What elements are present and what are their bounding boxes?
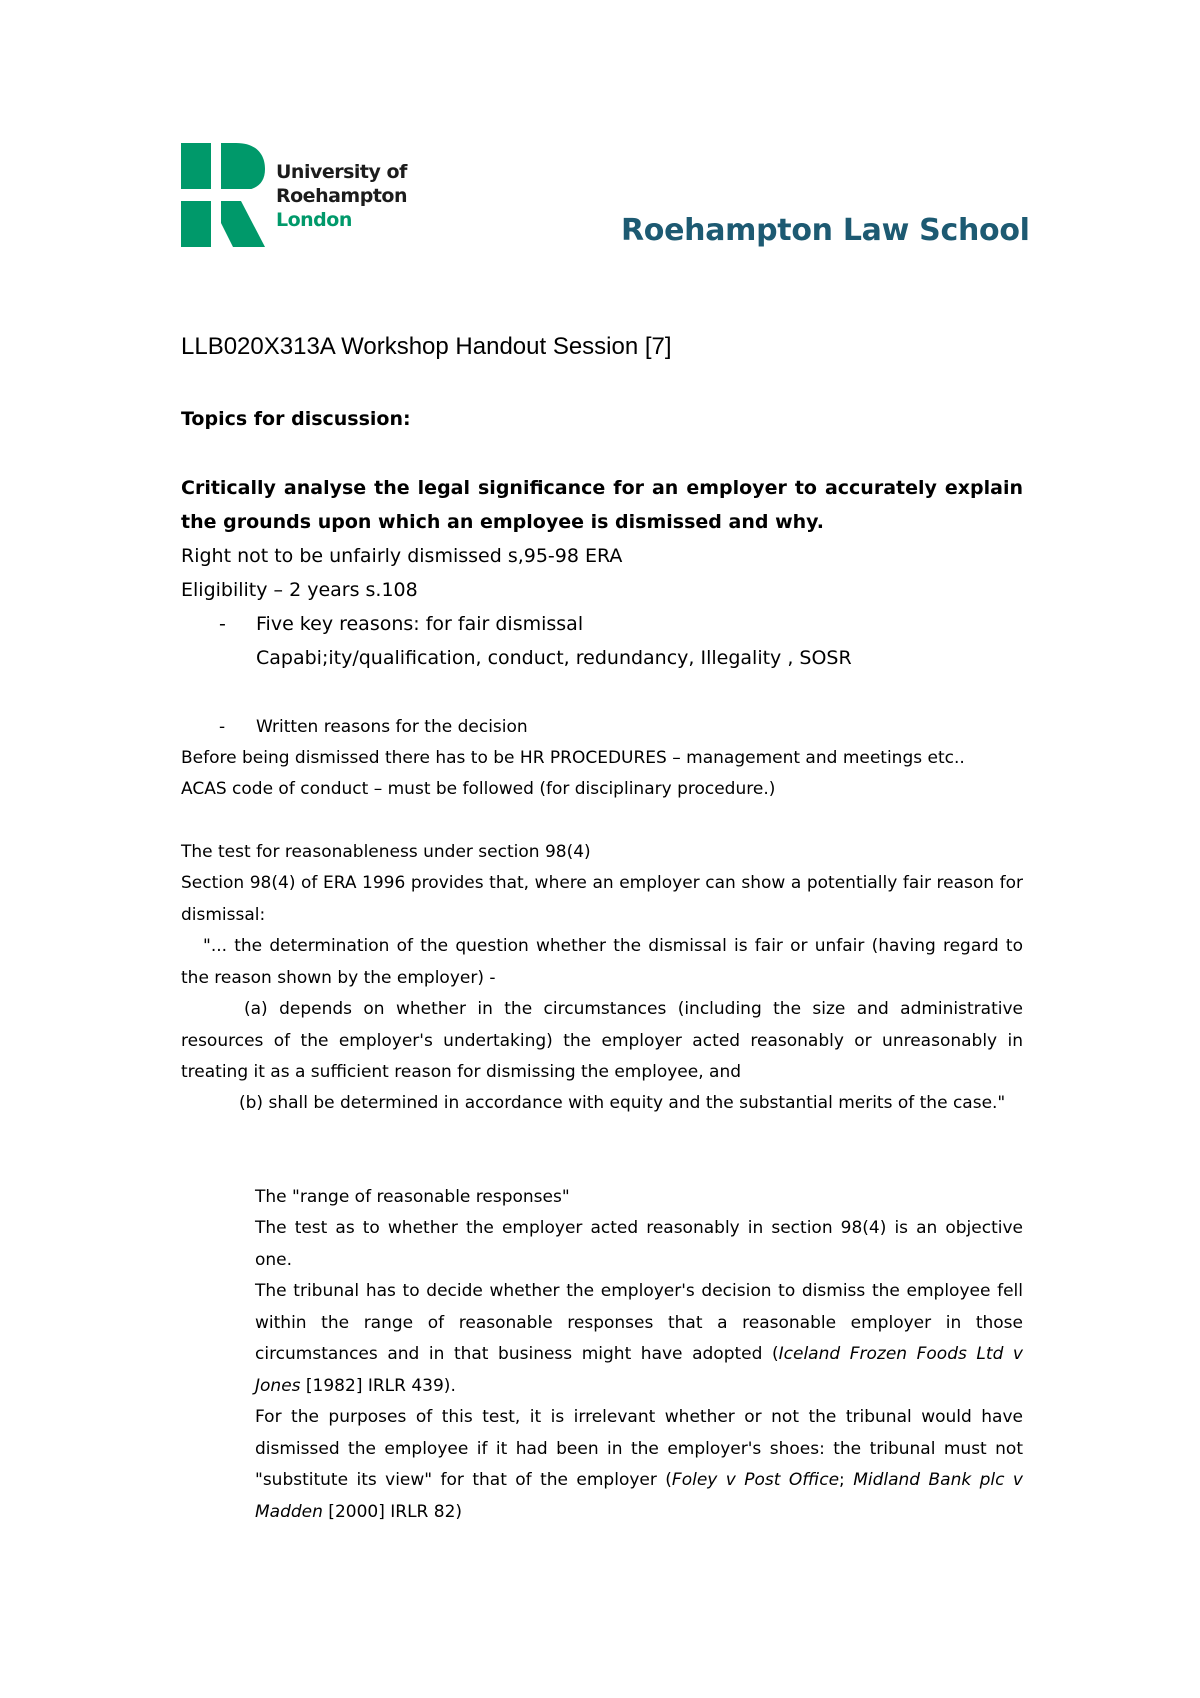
discussion-question: Critically analyse the legal significance for an employer to accurately explain the grounds upon which an employee is dismissed and why. (181, 477, 1023, 533)
range-p3-text: For the purposes of this test, it is irrelevant whether or not the tribunal would have dismissed the employee if it had been in the employer's shoes: the tribunal must not "substitute its view" for that of the employer ( (255, 1407, 1023, 1490)
case-iceland-frozen-foods: Iceland Frozen Foods Ltd v Jones (255, 1344, 1023, 1396)
reasonableness-test-heading: The test for reasonableness under section 98(4) (181, 842, 591, 862)
acas-code-line: ACAS code of conduct – must be followed (for disciplinary procedure.) (181, 779, 776, 799)
right-not-unfairly-dismissed: Right not to be unfairly dismissed s,95-98 ERA (181, 545, 623, 567)
fair-dismissal-reasons-list: Capabi;ity/qualification, conduct, redundancy, Illegality , SOSR (256, 647, 852, 669)
school-name: Roehampton Law School (621, 213, 1030, 248)
bullet-dash-1: - (219, 613, 226, 635)
logo-line-university: University of (276, 161, 407, 183)
hr-procedures-line: Before being dismissed there has to be HR PROCEDURES – management and meetings etc.. (181, 748, 965, 768)
logo-line-roehampton: Roehampton (276, 185, 407, 207)
page-title: LLB020X313A Workshop Handout Session [7] (181, 333, 672, 360)
case-foley-v-post-office: Foley v Post Office (671, 1470, 840, 1490)
statute-quote-a: (a) depends on whether in the circumstances (including the size and administrative resources of the employer's undertaking) the employer acted reasonably or unreasonably in treating it as a sufficient reason for dismissing the employee, and (181, 999, 1023, 1082)
range-p2-citation: [1982] IRLR 439). (300, 1375, 456, 1396)
case-midland-bank-v-madden: Midland Bank plc v Madden (255, 1470, 1023, 1522)
range-paragraph-2 (255, 1276, 1023, 1402)
statute-quote-b: (b) shall be determined in accordance with equity and the substantial merits of the case." (239, 1093, 1006, 1113)
university-logo (181, 143, 406, 247)
range-paragraph-1: The test as to whether the employer acted reasonably in section 98(4) is an objective one. (255, 1218, 1023, 1270)
five-key-reasons: Five key reasons: for fair dismissal (256, 613, 584, 635)
logo-line-london: London (276, 209, 352, 231)
statute-quote-intro: "... the determination of the question whether the dismissal is fair or unfair (having regard to the reason shown by the employer) - (181, 936, 1023, 988)
range-heading: The "range of reasonable responses" (255, 1187, 570, 1207)
section-98-4-intro: Section 98(4) of ERA 1996 provides that, where an employer can show a potentially fair reason for dismissal: (181, 873, 1023, 925)
written-reasons: Written reasons for the decision (256, 717, 528, 737)
eligibility-line: Eligibility – 2 years s.108 (181, 579, 418, 601)
topics-heading: Topics for discussion: (181, 408, 411, 430)
range-p2-text: The tribunal has to decide whether the employer's decision to dismiss the employee fell within the range of reasonable responses that a reasonable employer in those circumstances and in that business might have adopted ( (255, 1281, 1023, 1364)
case-separator: ; (839, 1470, 854, 1490)
logo-wordmark (276, 160, 407, 232)
bullet-dash-2: - (219, 717, 226, 737)
roehampton-r-mark-icon (181, 143, 271, 247)
range-p3-citation: [2000] IRLR 82) (322, 1501, 463, 1522)
range-paragraph-3 (255, 1402, 1023, 1528)
